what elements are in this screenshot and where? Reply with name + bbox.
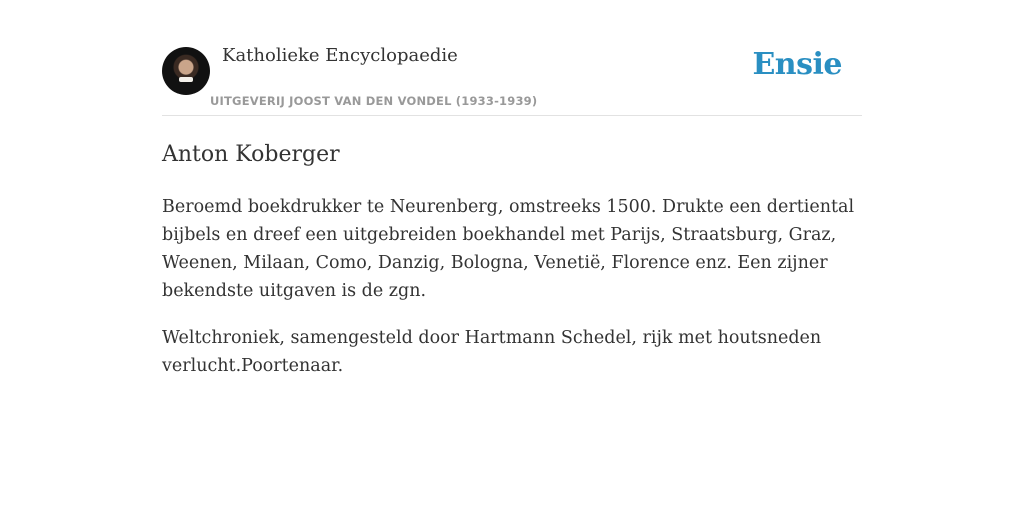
encyclopedia-portrait-avatar[interactable]: [162, 47, 210, 95]
article-paragraph-1: Beroemd boekdrukker te Neurenberg, omstreeks 1500. Drukte een dertiental bijbels en dreef een uitgebreiden boekhandel met Parijs, Straatsburg, Graz, Weenen, Milaan, Como, Danzig, Bologna, Venetië, Florence enz. Een zijner bekendste uitgaven is de zgn.: [162, 197, 855, 301]
ensie-logo[interactable]: Ensie: [752, 47, 842, 82]
article-paragraph-2: Weltchroniek, samengesteld door Hartmann Schedel, rijk met houtsneden verlucht.Poortenaar.: [162, 328, 822, 376]
site-title[interactable]: Katholieke Encyclopaedie: [222, 45, 458, 66]
publisher-subtitle: UITGEVERIJ JOOST VAN DEN VONDEL (1933-1939): [210, 94, 538, 108]
page: [162, 0, 862, 380]
article-title: Anton Koberger: [162, 142, 340, 167]
site-header: [162, 0, 862, 116]
portrait-collar: [179, 77, 193, 82]
